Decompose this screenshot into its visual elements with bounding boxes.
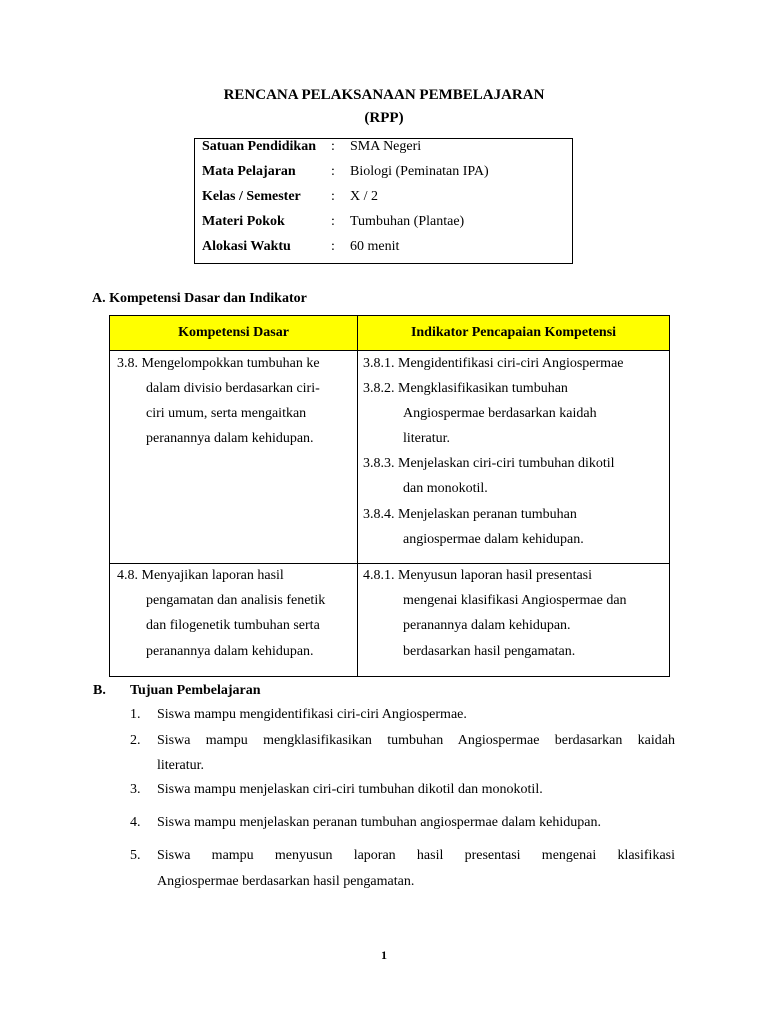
kd-line: 4.8. Menyajikan laporan hasil <box>117 568 284 583</box>
table-row <box>110 564 670 677</box>
goal-text: Angiospermae berdasarkan hasil pengamatan. <box>157 874 415 889</box>
info-colon: : <box>331 214 335 229</box>
ipk-line: 4.8.1. Menyusun laporan hasil presentasi <box>363 568 593 583</box>
kd-line: peranannya dalam kehidupan. <box>146 431 314 446</box>
info-label: Satuan Pendidikan <box>202 139 316 154</box>
goal-text: Siswa mampu mengidentifikasi ciri-ciri Angiospermae. <box>157 707 467 722</box>
header-indikator: Indikator Pencapaian Kompetensi <box>358 316 670 351</box>
goal-number: 2. <box>130 733 141 748</box>
info-value: Biologi (Peminatan IPA) <box>350 164 489 179</box>
table-header-row <box>110 316 670 351</box>
goal-text: Siswa mampu menjelaskan peranan tumbuhan angiospermae dalam kehidupan. <box>157 815 601 830</box>
goal-number: 1. <box>130 707 141 722</box>
page-number: 1 <box>381 948 387 962</box>
info-value: 60 menit <box>350 239 400 254</box>
goal-number: 4. <box>130 815 141 830</box>
goal-text: Siswa mampu mengklasifikasikan tumbuhan Angiospermae berdasarkan kaidah <box>157 733 675 748</box>
ipk-line: 3.8.3. Menjelaskan ciri-ciri tumbuhan dikotil <box>363 456 615 471</box>
competency-table <box>109 315 670 677</box>
goal-number: 3. <box>130 782 141 797</box>
info-label: Materi Pokok <box>202 214 285 229</box>
kd-line: pengamatan dan analisis fenetik <box>146 593 326 608</box>
ipk-line: mengenai klasifikasi Angiospermae dan <box>403 593 627 608</box>
info-colon: : <box>331 239 335 254</box>
goal-text: Siswa mampu menjelaskan ciri-ciri tumbuhan dikotil dan monokotil. <box>157 782 543 797</box>
ipk-line: Angiospermae berdasarkan kaidah <box>403 406 597 421</box>
section-b-heading: Tujuan Pembelajaran <box>130 683 261 698</box>
kd-line: dalam divisio berdasarkan ciri- <box>146 381 320 396</box>
ipk-line: 3.8.4. Menjelaskan peranan tumbuhan <box>363 507 577 522</box>
goal-text: literatur. <box>157 758 205 773</box>
ipk-line: 3.8.1. Mengidentifikasi ciri-ciri Angiospermae <box>363 356 624 371</box>
ipk-line: literatur. <box>403 431 451 446</box>
info-row-materi <box>195 214 572 234</box>
info-colon: : <box>331 139 335 154</box>
kd-line: 3.8. Mengelompokkan tumbuhan ke <box>117 356 320 371</box>
info-label: Kelas / Semester <box>202 189 301 204</box>
header-kompetensi-dasar: Kompetensi Dasar <box>110 316 358 351</box>
kd-line: ciri umum, serta mengaitkan <box>146 406 307 421</box>
section-b-number: B. <box>93 683 106 698</box>
ipk-cell <box>358 351 670 564</box>
info-label: Mata Pelajaran <box>202 164 296 179</box>
ipk-line: 3.8.2. Mengklasifikasikan tumbuhan <box>363 381 568 396</box>
info-row-mapel <box>195 164 572 184</box>
info-value: Tumbuhan (Plantae) <box>350 214 465 229</box>
document-title: RENCANA PELAKSANAAN PEMBELAJARAN <box>223 87 545 103</box>
info-row-alokasi <box>195 239 572 259</box>
info-value: X / 2 <box>350 189 378 204</box>
kd-line: dan filogenetik tumbuhan serta <box>146 618 320 633</box>
ipk-line: peranannya dalam kehidupan. <box>403 618 571 633</box>
info-label: Alokasi Waktu <box>202 239 291 254</box>
ipk-line: dan monokotil. <box>403 481 488 496</box>
document-subtitle: (RPP) <box>364 110 404 126</box>
goal-number: 5. <box>130 848 141 863</box>
ipk-cell <box>358 564 670 677</box>
info-value: SMA Negeri <box>350 139 422 154</box>
goal-text: Siswa mampu menyusun laporan hasil presentasi mengenai klasifikasi <box>157 848 675 863</box>
identity-box <box>194 138 573 264</box>
ipk-line: berdasarkan hasil pengamatan. <box>403 644 576 659</box>
ipk-line: angiospermae dalam kehidupan. <box>403 532 584 547</box>
kd-line: peranannya dalam kehidupan. <box>146 644 314 659</box>
info-colon: : <box>331 189 335 204</box>
info-row-satuan <box>195 139 572 159</box>
kd-cell <box>110 564 358 677</box>
table-row <box>110 351 670 564</box>
info-colon: : <box>331 164 335 179</box>
section-a-heading: A. Kompetensi Dasar dan Indikator <box>92 291 307 306</box>
kd-cell <box>110 351 358 564</box>
info-row-kelas <box>195 189 572 209</box>
